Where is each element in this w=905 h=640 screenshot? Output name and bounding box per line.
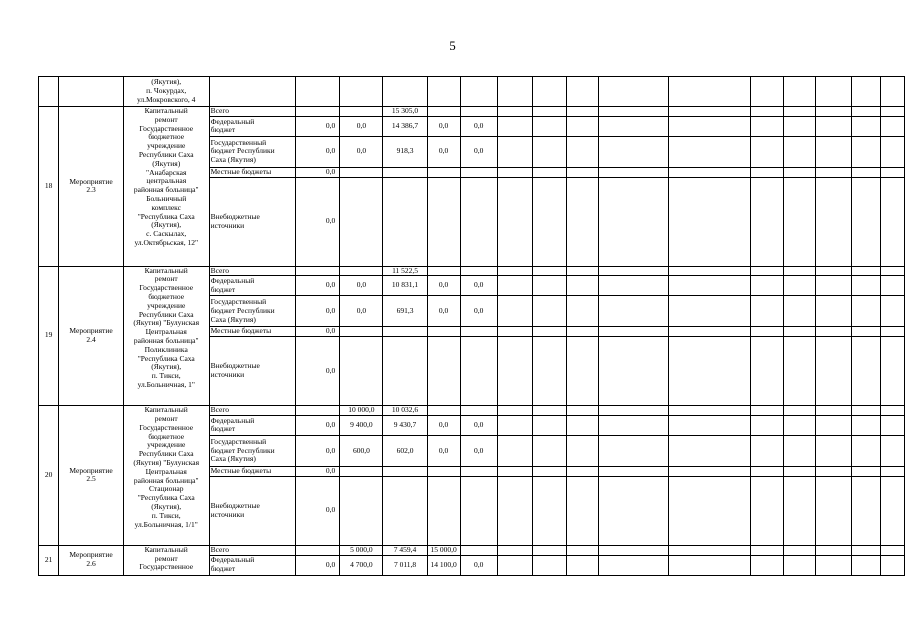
empty-cell — [598, 466, 668, 476]
measure-number: 19 — [39, 266, 59, 406]
empty-cell — [784, 476, 816, 545]
empty-cell — [598, 136, 668, 167]
value-col-1: 0,0 — [296, 136, 340, 167]
empty-cell — [750, 296, 784, 327]
empty-cell — [750, 107, 784, 117]
empty-cell — [784, 167, 816, 177]
measure-name: Мероприятие 2.5 — [59, 406, 124, 546]
empty-cell — [880, 545, 904, 555]
empty-cell — [880, 167, 904, 177]
value-col-1: 0,0 — [296, 337, 340, 406]
empty-cell — [533, 276, 567, 296]
value-col-5: 0,0 — [460, 435, 497, 466]
value-col-2: 5 000,0 — [340, 545, 383, 555]
value-col-5 — [460, 266, 497, 276]
value-col-3: 918,3 — [383, 136, 427, 167]
value-col-3: 691,3 — [383, 296, 427, 327]
empty-cell — [784, 555, 816, 575]
value-col-1: 0,0 — [296, 167, 340, 177]
funding-source-label: Местные бюджеты — [209, 466, 296, 476]
value-col-2: 0,0 — [340, 276, 383, 296]
funding-source-label: Государственный бюджет Республики Саха (Якутия) — [209, 435, 296, 466]
empty-cell — [566, 276, 598, 296]
empty-cell — [851, 136, 880, 167]
empty-cell — [750, 406, 784, 416]
value-col-5 — [460, 327, 497, 337]
empty-cell — [598, 327, 668, 337]
value-col-5: 0,0 — [460, 116, 497, 136]
empty-cell — [784, 177, 816, 266]
empty-cell — [750, 266, 784, 276]
empty-cell — [880, 435, 904, 466]
empty-cell — [784, 466, 816, 476]
measure-number: 20 — [39, 406, 59, 546]
empty-cell — [784, 296, 816, 327]
funding-source-label: Местные бюджеты — [209, 167, 296, 177]
value-col-3 — [383, 476, 427, 545]
empty-cell — [566, 177, 598, 266]
empty-cell — [880, 337, 904, 406]
empty-cell — [851, 406, 880, 416]
empty-cell — [851, 415, 880, 435]
value-col-2 — [340, 327, 383, 337]
empty-cell — [784, 327, 816, 337]
value-col-5 — [460, 167, 497, 177]
empty-cell — [668, 476, 750, 545]
value-col-3 — [383, 337, 427, 406]
empty-cell — [784, 116, 816, 136]
value-col-1: 0,0 — [296, 327, 340, 337]
empty-cell — [668, 327, 750, 337]
empty-cell — [880, 177, 904, 266]
empty-cell — [598, 415, 668, 435]
empty-cell — [668, 177, 750, 266]
value-col-3: 15 305,0 — [383, 107, 427, 117]
funding-source-label: Государственный бюджет Республики Саха (Якутия) — [209, 136, 296, 167]
empty-cell — [816, 476, 852, 545]
empty-cell — [880, 116, 904, 136]
budget-table — [38, 76, 905, 576]
value-col-3 — [383, 177, 427, 266]
empty-cell — [750, 276, 784, 296]
empty-cell — [497, 555, 533, 575]
empty-cell — [784, 415, 816, 435]
empty-cell — [497, 327, 533, 337]
value-col-4 — [427, 476, 460, 545]
empty-cell — [816, 177, 852, 266]
page-number: 5 — [449, 38, 456, 53]
empty-cell — [851, 167, 880, 177]
empty-cell — [668, 266, 750, 276]
empty-cell — [598, 435, 668, 466]
table-row — [39, 406, 905, 416]
empty-cell — [816, 107, 852, 117]
value-col-2 — [340, 167, 383, 177]
value-col-2: 9 400,0 — [340, 415, 383, 435]
empty-cell — [497, 415, 533, 435]
empty-cell — [497, 276, 533, 296]
empty-cell — [816, 555, 852, 575]
empty-cell — [566, 435, 598, 466]
empty-cell — [750, 555, 784, 575]
value-col-1: 0,0 — [296, 476, 340, 545]
empty-cell — [598, 337, 668, 406]
empty-cell — [497, 177, 533, 266]
empty-cell — [750, 545, 784, 555]
empty-cell — [880, 296, 904, 327]
continuation-description: (Якутия), п. Чокурдах, ул.Мокровского, 4 — [123, 77, 209, 107]
empty-cell — [750, 116, 784, 136]
empty-cell — [533, 136, 567, 167]
value-col-3 — [383, 466, 427, 476]
value-col-2 — [340, 337, 383, 406]
value-col-5 — [460, 466, 497, 476]
empty-cell — [851, 466, 880, 476]
value-col-3: 10 831,1 — [383, 276, 427, 296]
empty-cell — [668, 466, 750, 476]
value-col-2: 10 000,0 — [340, 406, 383, 416]
value-col-2: 0,0 — [340, 296, 383, 327]
value-col-5 — [460, 476, 497, 545]
empty-cell — [851, 545, 880, 555]
funding-source-label: Всего — [209, 107, 296, 117]
empty-cell — [816, 337, 852, 406]
funding-source-label: Федеральный бюджет — [209, 415, 296, 435]
empty-cell — [880, 266, 904, 276]
empty-cell — [784, 545, 816, 555]
empty-cell — [668, 337, 750, 406]
value-col-5: 0,0 — [460, 136, 497, 167]
value-col-1: 0,0 — [296, 466, 340, 476]
empty-cell — [750, 177, 784, 266]
value-col-2: 600,0 — [340, 435, 383, 466]
empty-cell — [598, 107, 668, 117]
empty-cell — [497, 167, 533, 177]
empty-cell — [533, 406, 567, 416]
funding-source-label: Внебюджетные источники — [209, 337, 296, 406]
empty-cell — [750, 327, 784, 337]
measure-number: 18 — [39, 107, 59, 267]
value-col-1 — [296, 545, 340, 555]
empty-cell — [816, 276, 852, 296]
empty-cell — [533, 266, 567, 276]
value-col-2: 0,0 — [340, 136, 383, 167]
measure-number: 21 — [39, 545, 59, 575]
value-col-1: 0,0 — [296, 116, 340, 136]
empty-cell — [533, 337, 567, 406]
empty-cell — [816, 435, 852, 466]
empty-cell — [750, 415, 784, 435]
empty-cell — [750, 476, 784, 545]
empty-cell — [816, 266, 852, 276]
empty-cell — [497, 266, 533, 276]
funding-source-label: Федеральный бюджет — [209, 116, 296, 136]
empty-cell — [880, 466, 904, 476]
empty-cell — [598, 276, 668, 296]
empty-cell — [851, 327, 880, 337]
value-col-4 — [427, 327, 460, 337]
value-col-1: 0,0 — [296, 435, 340, 466]
empty-cell — [566, 327, 598, 337]
value-col-3: 7 011,8 — [383, 555, 427, 575]
empty-cell — [598, 555, 668, 575]
value-col-5 — [460, 177, 497, 266]
value-col-4: 14 100,0 — [427, 555, 460, 575]
empty-cell — [851, 476, 880, 545]
value-col-2 — [340, 107, 383, 117]
funding-source-label: Всего — [209, 266, 296, 276]
value-col-3: 602,0 — [383, 435, 427, 466]
empty-cell — [497, 107, 533, 117]
empty-cell — [880, 406, 904, 416]
empty-cell — [851, 276, 880, 296]
value-col-1: 0,0 — [296, 296, 340, 327]
empty-cell — [668, 276, 750, 296]
empty-cell — [784, 136, 816, 167]
value-col-5: 0,0 — [460, 276, 497, 296]
empty-cell — [816, 466, 852, 476]
empty-cell — [784, 107, 816, 117]
value-col-1 — [296, 406, 340, 416]
empty-cell — [851, 107, 880, 117]
value-col-4 — [427, 406, 460, 416]
value-col-4: 0,0 — [427, 415, 460, 435]
empty-cell — [851, 116, 880, 136]
empty-cell — [497, 466, 533, 476]
value-col-4 — [427, 466, 460, 476]
value-col-5: 0,0 — [460, 296, 497, 327]
empty-cell — [533, 545, 567, 555]
value-col-2 — [340, 466, 383, 476]
value-col-2 — [340, 177, 383, 266]
empty-cell — [668, 167, 750, 177]
value-col-3: 7 459,4 — [383, 545, 427, 555]
empty-cell — [566, 476, 598, 545]
empty-cell — [598, 177, 668, 266]
continuation-row — [39, 77, 905, 107]
value-col-4 — [427, 337, 460, 406]
value-col-1: 0,0 — [296, 415, 340, 435]
empty-cell — [880, 476, 904, 545]
empty-cell — [566, 406, 598, 416]
empty-cell — [533, 296, 567, 327]
value-col-5 — [460, 337, 497, 406]
empty-cell — [816, 136, 852, 167]
empty-cell — [750, 136, 784, 167]
empty-cell — [668, 116, 750, 136]
value-col-3 — [383, 327, 427, 337]
empty-cell — [784, 337, 816, 406]
empty-cell — [497, 476, 533, 545]
value-col-4: 0,0 — [427, 435, 460, 466]
measure-description: Капитальный ремонт Государственное — [123, 545, 209, 575]
empty-cell — [816, 296, 852, 327]
empty-cell — [784, 406, 816, 416]
value-col-3: 10 032,6 — [383, 406, 427, 416]
value-col-2: 0,0 — [340, 116, 383, 136]
empty-cell — [566, 545, 598, 555]
empty-cell — [668, 545, 750, 555]
empty-cell — [816, 116, 852, 136]
measure-name: Мероприятие 2.6 — [59, 545, 124, 575]
empty-cell — [668, 415, 750, 435]
empty-cell — [816, 406, 852, 416]
value-col-5: 0,0 — [460, 415, 497, 435]
empty-cell — [851, 296, 880, 327]
measure-name: Мероприятие 2.4 — [59, 266, 124, 406]
empty-cell — [750, 337, 784, 406]
measure-description: Капитальный ремонт Государственное бюджетное учреждение Республики Саха (Якутия) "Анабарская центральная районная больница" Больничный комплекс "Республика Саха (Якутия), с. Саскылах, ул.Октябрьская, 12" — [123, 107, 209, 267]
empty-cell — [598, 545, 668, 555]
value-col-5 — [460, 107, 497, 117]
empty-cell — [880, 555, 904, 575]
empty-cell — [598, 476, 668, 545]
empty-cell — [533, 167, 567, 177]
funding-source-label: Всего — [209, 545, 296, 555]
empty-cell — [598, 266, 668, 276]
value-col-4 — [427, 167, 460, 177]
empty-cell — [566, 296, 598, 327]
empty-cell — [598, 296, 668, 327]
funding-source-label: Внебюджетные источники — [209, 476, 296, 545]
empty-cell — [533, 435, 567, 466]
empty-cell — [497, 545, 533, 555]
measure-description: Капитальный ремонт Государственное бюджетное учреждение Республики Саха (Якутия) "Булунская Центральная районная больница" Стационар "Республика Саха (Якутия), п. Тикси, ул.Больничная, 1/1" — [123, 406, 209, 546]
funding-source-label: Государственный бюджет Республики Саха (Якутия) — [209, 296, 296, 327]
value-col-5 — [460, 545, 497, 555]
empty-cell — [880, 107, 904, 117]
empty-cell — [816, 327, 852, 337]
funding-source-label: Федеральный бюджет — [209, 555, 296, 575]
funding-source-label: Федеральный бюджет — [209, 276, 296, 296]
empty-cell — [851, 177, 880, 266]
empty-cell — [851, 555, 880, 575]
table-row — [39, 545, 905, 555]
empty-cell — [566, 107, 598, 117]
empty-cell — [668, 435, 750, 466]
empty-cell — [533, 466, 567, 476]
empty-cell — [566, 116, 598, 136]
value-col-1 — [296, 107, 340, 117]
value-col-1 — [296, 266, 340, 276]
empty-cell — [816, 545, 852, 555]
value-col-4: 0,0 — [427, 276, 460, 296]
empty-cell — [784, 276, 816, 296]
empty-cell — [598, 167, 668, 177]
empty-cell — [497, 136, 533, 167]
value-col-2 — [340, 266, 383, 276]
value-col-3: 9 430,7 — [383, 415, 427, 435]
empty-cell — [668, 296, 750, 327]
empty-cell — [497, 435, 533, 466]
empty-cell — [566, 167, 598, 177]
funding-source-label: Внебюджетные источники — [209, 177, 296, 266]
empty-cell — [566, 266, 598, 276]
empty-cell — [750, 466, 784, 476]
empty-cell — [566, 337, 598, 406]
empty-cell — [533, 476, 567, 545]
empty-cell — [497, 296, 533, 327]
value-col-5: 0,0 — [460, 555, 497, 575]
table-row — [39, 266, 905, 276]
value-col-1: 0,0 — [296, 276, 340, 296]
empty-cell — [533, 555, 567, 575]
value-col-2: 4 700,0 — [340, 555, 383, 575]
value-col-1: 0,0 — [296, 177, 340, 266]
value-col-5 — [460, 406, 497, 416]
empty-cell — [566, 136, 598, 167]
funding-source-label: Всего — [209, 406, 296, 416]
empty-cell — [851, 435, 880, 466]
empty-cell — [566, 466, 598, 476]
empty-cell — [784, 266, 816, 276]
measure-name: Мероприятие 2.3 — [59, 107, 124, 267]
empty-cell — [533, 107, 567, 117]
value-col-4 — [427, 177, 460, 266]
empty-cell — [750, 167, 784, 177]
value-col-4: 0,0 — [427, 136, 460, 167]
funding-source-label: Местные бюджеты — [209, 327, 296, 337]
empty-cell — [668, 136, 750, 167]
empty-cell — [497, 406, 533, 416]
empty-cell — [533, 327, 567, 337]
empty-cell — [880, 327, 904, 337]
empty-cell — [816, 167, 852, 177]
empty-cell — [851, 266, 880, 276]
value-col-3: 14 386,7 — [383, 116, 427, 136]
empty-cell — [880, 415, 904, 435]
empty-cell — [598, 116, 668, 136]
value-col-4: 0,0 — [427, 116, 460, 136]
measure-description: Капитальный ремонт Государственное бюджетное учреждение Республики Саха (Якутия) "Булунская Центральная районная больница" Поликлиника "Республика Саха (Якутия), п. Тикси, ул.Больничная, 1" — [123, 266, 209, 406]
value-col-1: 0,0 — [296, 555, 340, 575]
value-col-3 — [383, 167, 427, 177]
empty-cell — [880, 136, 904, 167]
empty-cell — [598, 406, 668, 416]
empty-cell — [566, 555, 598, 575]
value-col-4: 15 000,0 — [427, 545, 460, 555]
empty-cell — [668, 406, 750, 416]
empty-cell — [533, 177, 567, 266]
empty-cell — [750, 435, 784, 466]
empty-cell — [497, 337, 533, 406]
empty-cell — [880, 276, 904, 296]
table-row — [39, 107, 905, 117]
empty-cell — [497, 116, 533, 136]
empty-cell — [533, 415, 567, 435]
empty-cell — [668, 107, 750, 117]
empty-cell — [816, 415, 852, 435]
empty-cell — [851, 337, 880, 406]
empty-cell — [533, 116, 567, 136]
value-col-4 — [427, 266, 460, 276]
empty-cell — [784, 435, 816, 466]
value-col-4 — [427, 107, 460, 117]
empty-cell — [566, 415, 598, 435]
value-col-3: 11 522,5 — [383, 266, 427, 276]
value-col-2 — [340, 476, 383, 545]
empty-cell — [668, 555, 750, 575]
value-col-4: 0,0 — [427, 296, 460, 327]
